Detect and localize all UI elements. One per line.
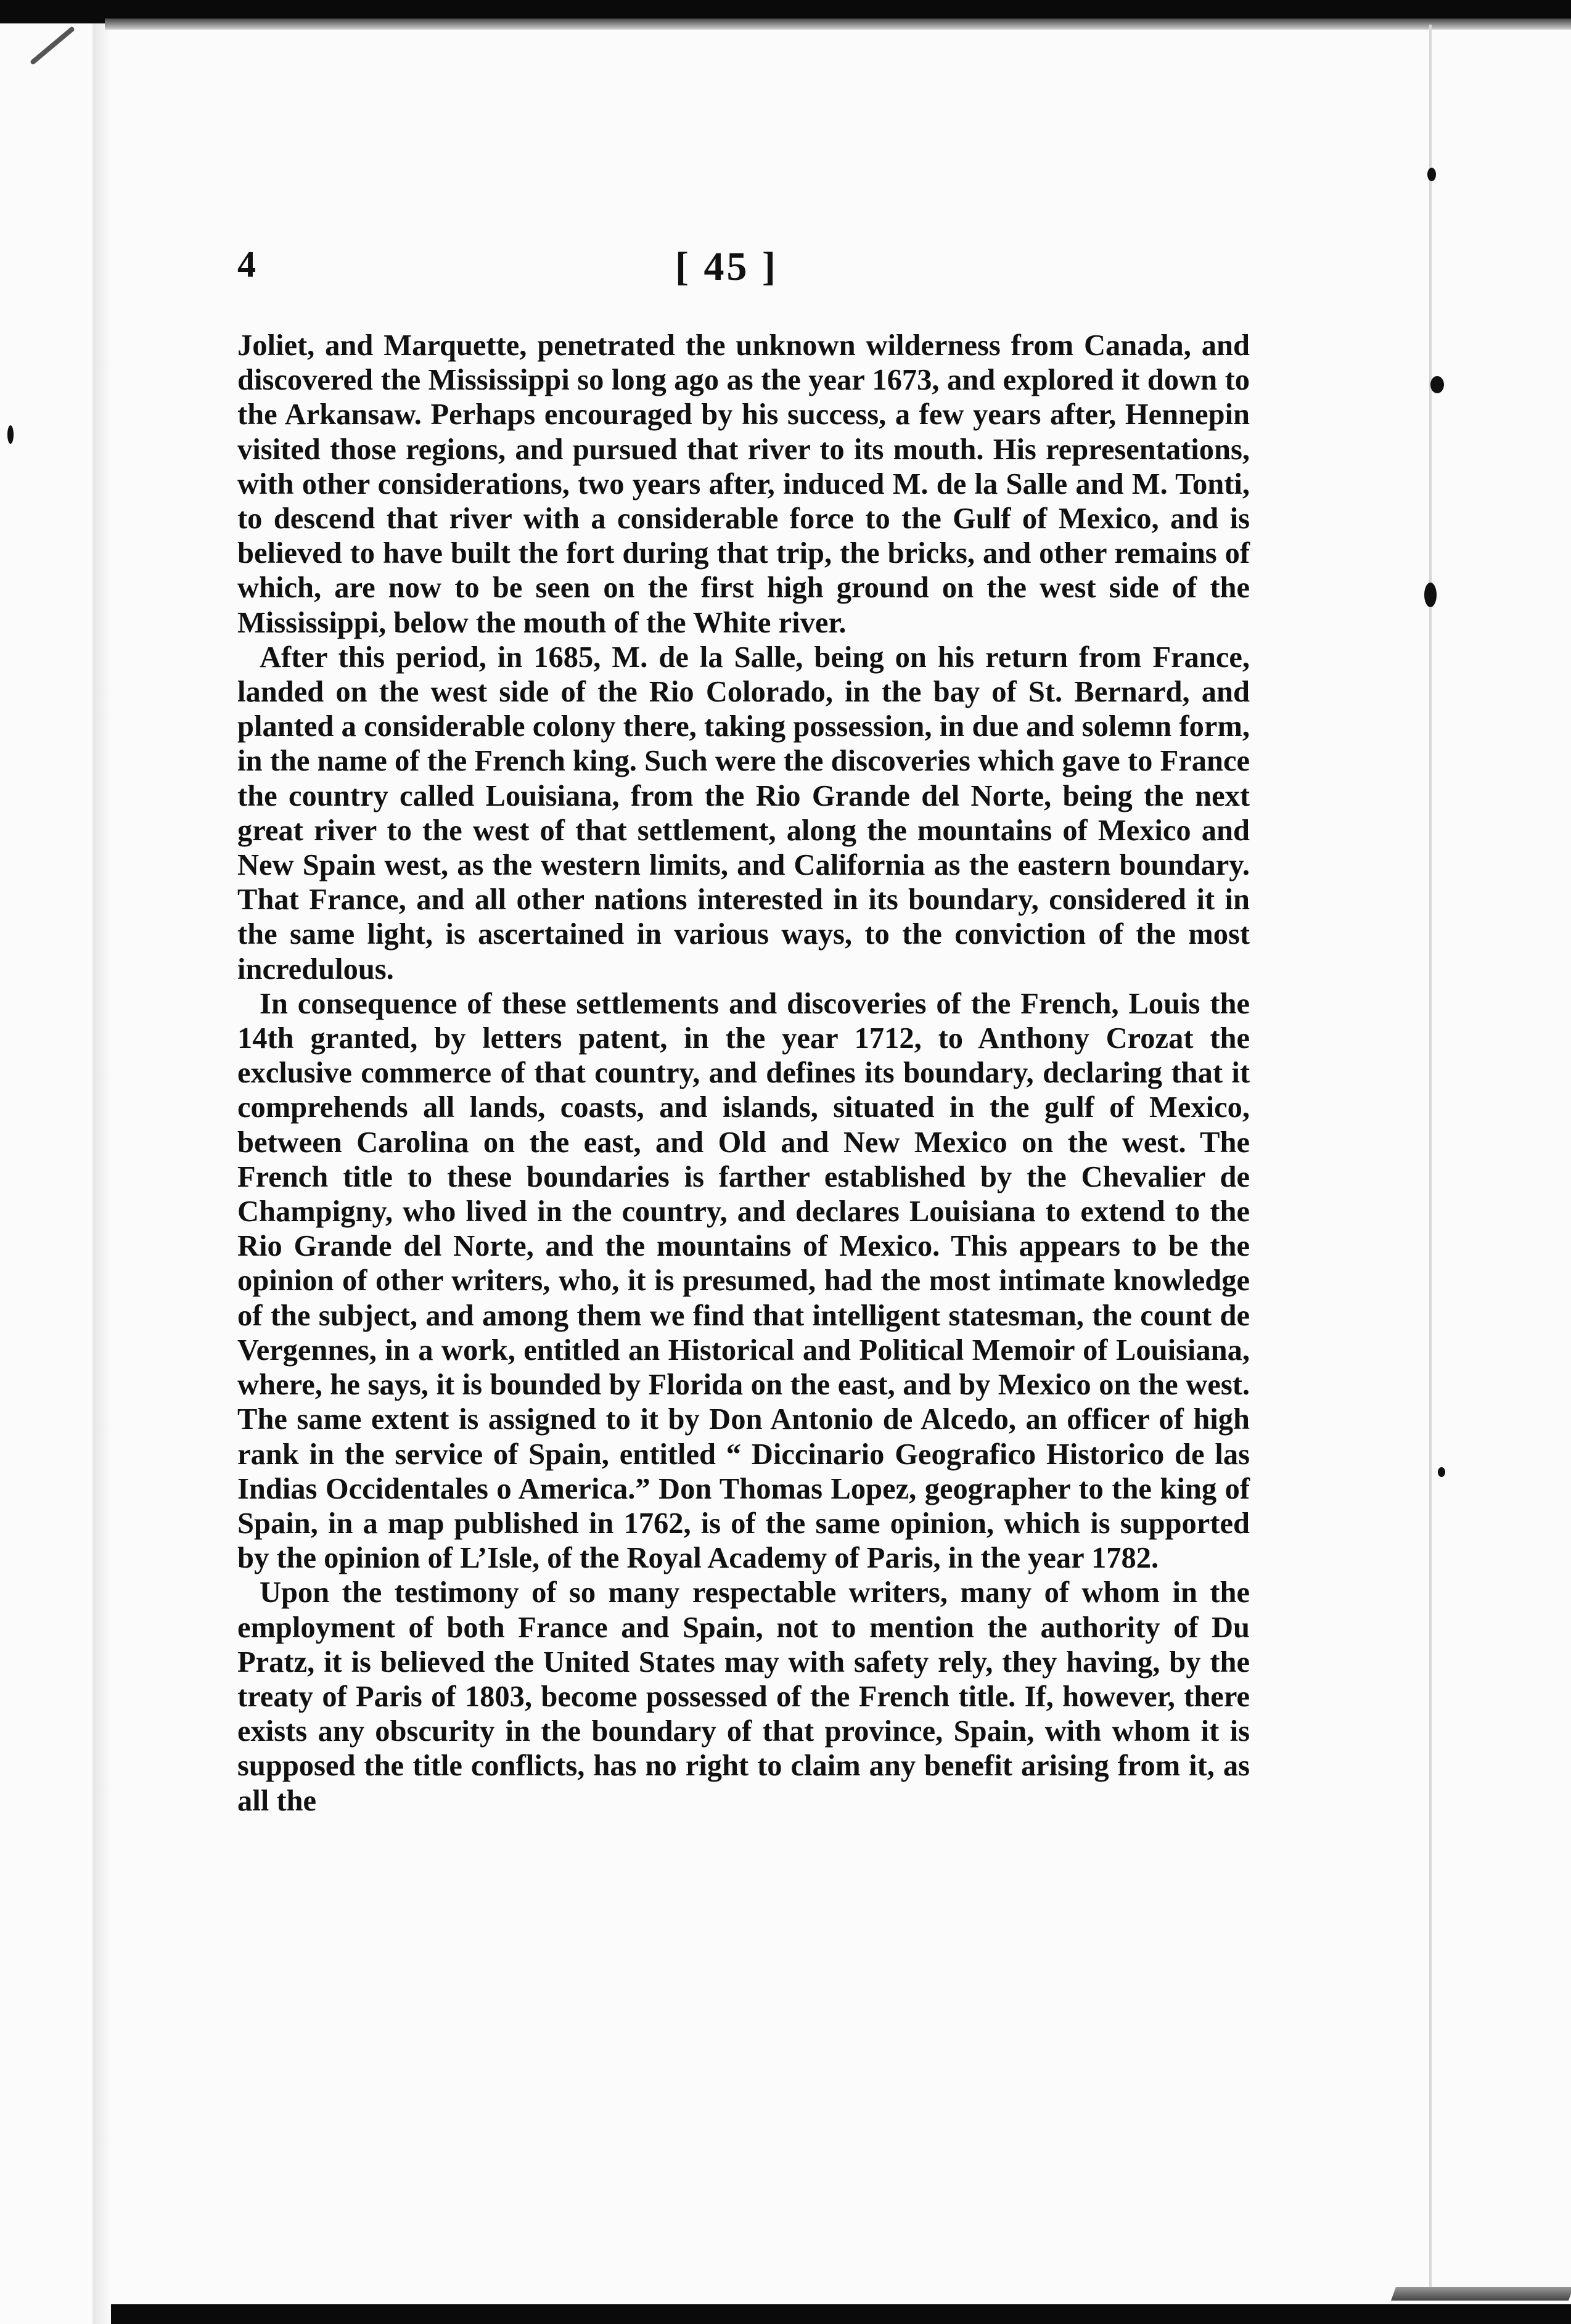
page-header: [237, 243, 1347, 299]
paragraph-4: Upon the testimony of so many respectable writers, many of whom in the employment of both France and Spain, not to mention the authority of Du Pratz, it is believed the United States may with safety rely, they having, by the treaty of Paris of 1803, become possessed of the French title. If, however, there exists any obscurity in the boundary of that province, Spain, with whom it is supposed the title conflicts, has no right to claim any benefit arising from it, as all the: [237, 1576, 1250, 1817]
ink-spot: [1424, 583, 1437, 607]
signature-mark: 4: [237, 244, 256, 285]
paragraph-3: In consequence of these settlements and discoveries of the French, Louis the 14th granted, by letters patent, in the year 1712, to Anthony Crozat the exclusive commerce of that country, and defines its boundary, declaring that it comprehends all lands, coasts, and islands, situated in the gulf of Mexico, between Carolina on the east, and Old and New Mexico on the west. The French title to these boundaries is farther established by the Chevalier de Champigny, who lived in the country, and declares Louisiana to extend to the Rio Grande del Norte, and the mountains of Mexico. This appears to be the opinion of other writers, who, it is presumed, had the most intimate knowledge of the subject, and among them we find that intelligent statesman, the count de Vergennes, in a work, entitled an Historical and Political Memoir of Louisiana, where, he says, it is bounded by Florida on the east, and by Mexico on the west. The same extent is assigned to it by Don Antonio de Alcedo, an officer of high rank in the service of Spain, entitled “ Diccinario Geografico Historico de las Indias Occidentales o America.” Don Thomas Lopez, geographer to the king of Spain, in a map published in 1762, is of the same opinion, which is supported by the opinion of L’Isle, of the Royal Academy of Paris, in the year 1782.: [237, 987, 1250, 1575]
paragraph-2: After this period, in 1685, M. de la Salle, being on his return from France, landed on the west side of the Rio Colorado, in the bay of St. Bernard, and planted a considerable colony there, taking possession, in due and solemn form, in the name of the French king. Such were the discoveries which gave to France the country called Louisiana, from the Rio Grande del Norte, being the next great river to the west of that settlement, along the mountains of Mexico and New Spain west, as the western limits, and California as the eastern boundary. That France, and all other nations interested in its boundary, considered it in the same light, is ascertained in various ways, to the conviction of the most incredulous.: [237, 640, 1250, 986]
paragraph-1: Joliet, and Marquette, penetrated the unknown wilderness from Canada, and discovered the Mississippi so long ago as the year 1673, and explored it down to the Arkansaw. Perhaps encouraged by his success, a few years after, Hennepin visited those regions, and pursued that river to its mouth. His representations, with other considerations, two years after, induced M. de la Salle and M. Tonti, to descend that river with a considerable force to the Gulf of Mexico, and is believed to have built the fort during that trip, the bricks, and other remains of which, are now to be seen on the first high ground on the west side of the Mississippi, below the mouth of the White river.: [237, 329, 1250, 639]
ink-spot: [1427, 168, 1436, 181]
top-edge-shadow: [105, 18, 1571, 30]
body-text: [237, 329, 1250, 1819]
right-fold-line: [1429, 25, 1432, 2293]
binding-fold: [92, 23, 111, 2324]
page-left-margin: [0, 23, 105, 2324]
ink-spot: [1438, 1467, 1445, 1477]
ink-spot: [1430, 376, 1444, 393]
ink-spot: [7, 425, 14, 444]
page-number: [ 45 ]: [675, 244, 778, 289]
bottom-corner-shadow: [1391, 2287, 1571, 2301]
